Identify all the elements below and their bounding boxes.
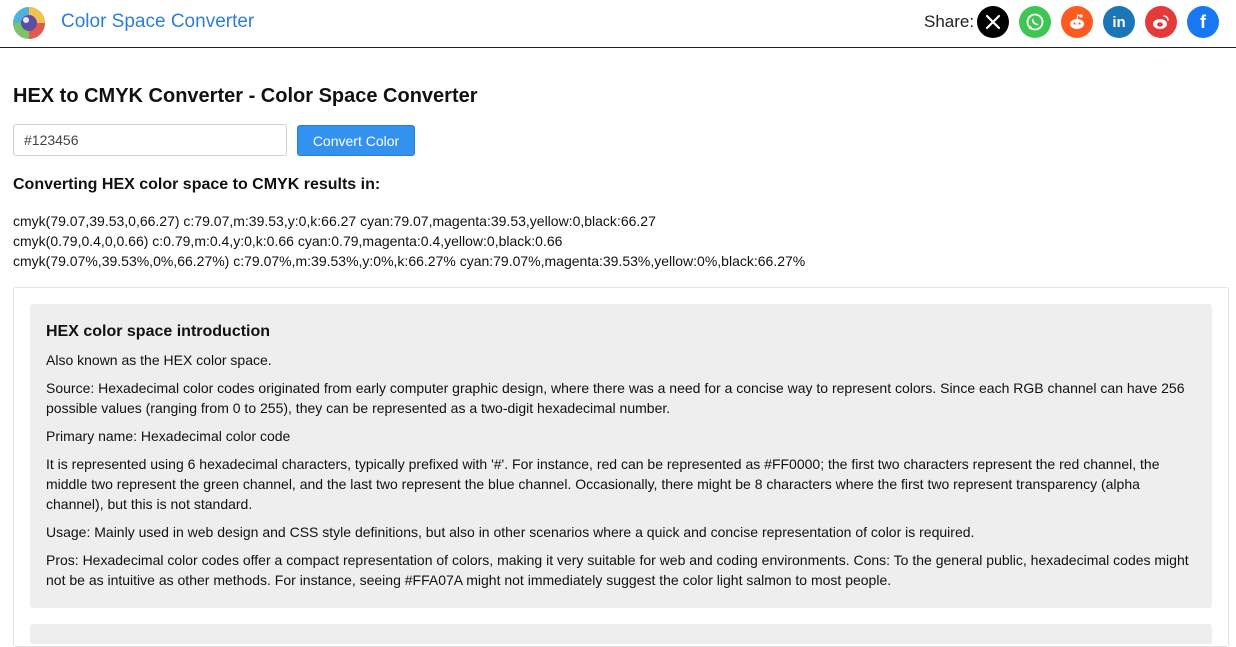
site-title-link[interactable]: Color Space Converter: [61, 11, 255, 32]
hex-color-input[interactable]: [13, 124, 287, 156]
page-title: HEX to CMYK Converter - Color Space Converter: [13, 85, 478, 107]
result-line: cmyk(79.07,39.53,0,66.27) c:79.07,m:39.53,y:0,k:66.27 cyan:79.07,magenta:39.53,yellow:0,black:66.27: [13, 213, 656, 229]
site-header: [0, 0, 1236, 48]
intro-title: HEX color space introduction: [46, 323, 271, 340]
next-section-panel: [30, 624, 1212, 644]
convert-color-button[interactable]: Convert Color: [297, 125, 415, 156]
whatsapp-icon: [1025, 12, 1045, 32]
intro-paragraph: Source: Hexadecimal color codes originated from early computer graphic design, where there was a need for a concise way to represent colors. Since each RGB channel can have 256 possible values (ranging from 0 to 255), they can be represented as a two-digit hexadecimal number.: [46, 380, 1185, 416]
intro-paragraph: Pros: Hexadecimal color codes offer a compact representation of colors, making it very suitable for web and coding environments. Cons: To the general public, hexadecimal codes might not be as intuitive as other methods. For instance, seeing #FFA07A might not immediately suggest the color light salmon to most people.: [46, 552, 1189, 588]
result-line: cmyk(79.07%,39.53%,0%,66.27%) c:79.07%,m:39.53%,y:0%,k:66.27% cyan:79.07%,magenta:39.53%,yellow:0%,black:66.27%: [13, 253, 806, 269]
intro-paragraph: It is represented using 6 hexadecimal characters, typically prefixed with '#'. For instance, red can be represented as #FF0000; the first two characters represent the red channel, the middle two represent the green channel, and the last two represent the blue channel. Occasionally, there might be 8 characters where the first two represent transparency (alpha channel), but this is not standard.: [46, 456, 1160, 512]
reddit-icon: [1067, 12, 1087, 32]
intro-paragraph: Usage: Mainly used in web design and CSS style definitions, but also in other scenarios where a quick and concise representation of color is required.: [46, 524, 975, 540]
share-reddit-button[interactable]: [1061, 6, 1093, 38]
weibo-icon: [1151, 12, 1171, 32]
conversion-results: [13, 211, 805, 271]
share-whatsapp-button[interactable]: [1019, 6, 1051, 38]
share-weibo-button[interactable]: [1145, 6, 1177, 38]
x-logo-icon: [985, 14, 1001, 30]
share-facebook-button[interactable]: [1187, 6, 1219, 38]
intro-paragraph: Also known as the HEX color space.: [46, 352, 272, 368]
result-heading: Converting HEX color space to CMYK results in:: [13, 176, 381, 193]
linkedin-icon: in: [1112, 13, 1126, 31]
color-palette-logo-icon[interactable]: [12, 6, 46, 40]
share-label: Share:: [924, 12, 975, 31]
result-line: cmyk(0.79,0.4,0,0.66) c:0.79,m:0.4,y:0,k:0.66 cyan:0.79,magenta:0.4,yellow:0,black:0.66: [13, 233, 563, 249]
intro-paragraph: Primary name: Hexadecimal color code: [46, 428, 291, 444]
share-linkedin-button[interactable]: [1103, 6, 1135, 38]
facebook-icon: f: [1200, 11, 1206, 32]
hex-intro-panel: [30, 304, 1212, 608]
share-x-button[interactable]: [977, 6, 1009, 38]
